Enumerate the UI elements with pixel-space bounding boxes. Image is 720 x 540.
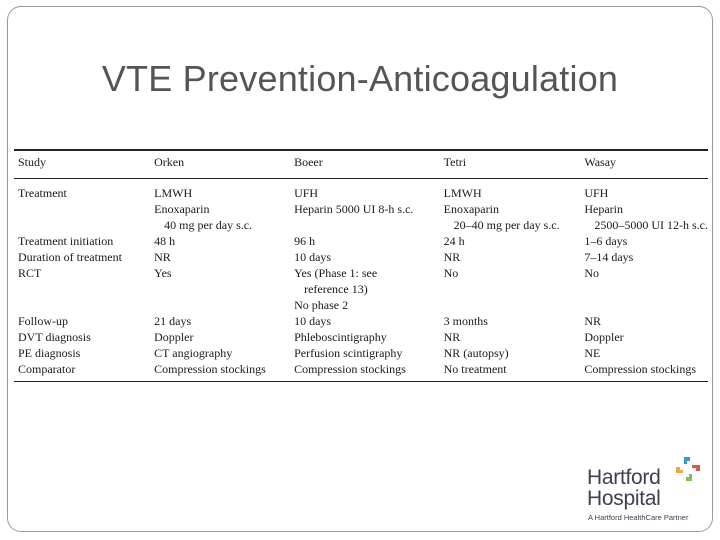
table-cell: NE (584, 346, 601, 360)
table-cell: LMWH (443, 186, 482, 200)
table-cell (580, 281, 708, 297)
table-cell: reference 13) (304, 282, 368, 296)
table-cell: 20–40 mg per day s.c. (453, 218, 560, 232)
table-row (14, 313, 708, 329)
hartford-hospital-logo (587, 456, 711, 528)
table-row (14, 329, 708, 345)
table-cell: UFH (294, 186, 319, 200)
table-cell: No treatment (443, 362, 507, 376)
table-cell (150, 297, 290, 313)
table-cell: Enoxaparin (443, 202, 499, 216)
table-cell: Phleboscintigraphy (294, 330, 387, 344)
table-row (14, 361, 708, 377)
table-cell: Compression stockings (154, 362, 266, 376)
table-cell: UFH (584, 186, 609, 200)
table-row (14, 345, 708, 361)
table-cell: Duration of treatment (18, 250, 122, 264)
table-cell: CT angiography (154, 346, 233, 360)
logo-word-hartford: Hartford (587, 466, 661, 489)
slide-title: VTE Prevention-Anticoagulation (101, 58, 619, 99)
table-cell (580, 297, 708, 313)
table-cell: Compression stockings (584, 362, 697, 376)
table-cell: Treatment (18, 186, 67, 200)
table-cell: RCT (18, 266, 42, 280)
table-cell: No (584, 266, 600, 280)
table-cell: 40 mg per day s.c. (164, 218, 253, 232)
table-cell: Doppler (584, 330, 624, 344)
table-cell: DVT diagnosis (18, 330, 91, 344)
table-cell: LMWH (154, 186, 193, 200)
table-cell: 10 days (294, 314, 332, 328)
logo-cross-icon (675, 456, 701, 482)
header-study: Study (18, 155, 47, 169)
table-cell: 21 days (154, 314, 192, 328)
table-row (14, 185, 708, 201)
table-cell (14, 297, 150, 313)
table-cell: NR (443, 330, 461, 344)
table-row (14, 297, 708, 313)
table-cell (14, 201, 150, 217)
table-cell: No phase 2 (294, 298, 349, 312)
logo-tagline: A Hartford HealthCare Partner (588, 513, 689, 522)
table-cell (150, 281, 290, 297)
table-row (14, 201, 708, 217)
table-cell: NR (154, 250, 171, 264)
table-cell: Perfusion scintigraphy (294, 346, 403, 360)
table-cell: 3 months (443, 314, 488, 328)
header-wasay: Wasay (584, 155, 617, 169)
table-header-row (14, 151, 708, 179)
table-row (14, 281, 708, 297)
table-cell: NR (autopsy) (443, 346, 509, 360)
table-body (14, 179, 708, 382)
table-row (14, 265, 708, 281)
logo-word-hospital: Hospital (587, 487, 661, 510)
table-cell: Treatment initiation (18, 234, 114, 248)
table-row (14, 233, 708, 249)
table-bottom-rule (14, 381, 708, 382)
table-cell (440, 297, 581, 313)
table-cell: Comparator (18, 362, 76, 376)
table-cell (14, 281, 150, 297)
table-cell: Compression stockings (294, 362, 406, 376)
table-cell: PE diagnosis (18, 346, 81, 360)
table-cell: No (443, 266, 459, 280)
study-comparison-table (14, 151, 708, 381)
table-cell: 7–14 days (584, 250, 634, 264)
table-cell: 1–6 days (584, 234, 628, 248)
table-cell: 10 days (294, 250, 332, 264)
table-cell: Heparin (584, 202, 623, 216)
table-cell: 48 h (154, 234, 176, 248)
table-cell: NR (584, 314, 602, 328)
table-cell: Doppler (154, 330, 194, 344)
table-cell: Yes (Phase 1: see (294, 266, 378, 280)
table-row (14, 217, 708, 233)
study-table-container (14, 149, 708, 382)
table-cell: Enoxaparin (154, 202, 210, 216)
table-row (14, 249, 708, 265)
table-cell: 24 h (443, 234, 465, 248)
table-cell (290, 217, 440, 233)
table-cell: 96 h (294, 234, 316, 248)
table-cell: Follow-up (18, 314, 69, 328)
table-cell: NR (443, 250, 461, 264)
table-cell: Yes (154, 266, 172, 280)
table-cell (440, 281, 581, 297)
table-cell: 2500–5000 UI 12-h s.c. (594, 218, 708, 232)
header-boeer: Boeer (294, 155, 323, 169)
header-orken: Orken (154, 155, 185, 169)
header-tetri: Tetri (443, 155, 467, 169)
table-cell (14, 217, 150, 233)
table-cell: Heparin 5000 UI 8-h s.c. (294, 202, 414, 216)
